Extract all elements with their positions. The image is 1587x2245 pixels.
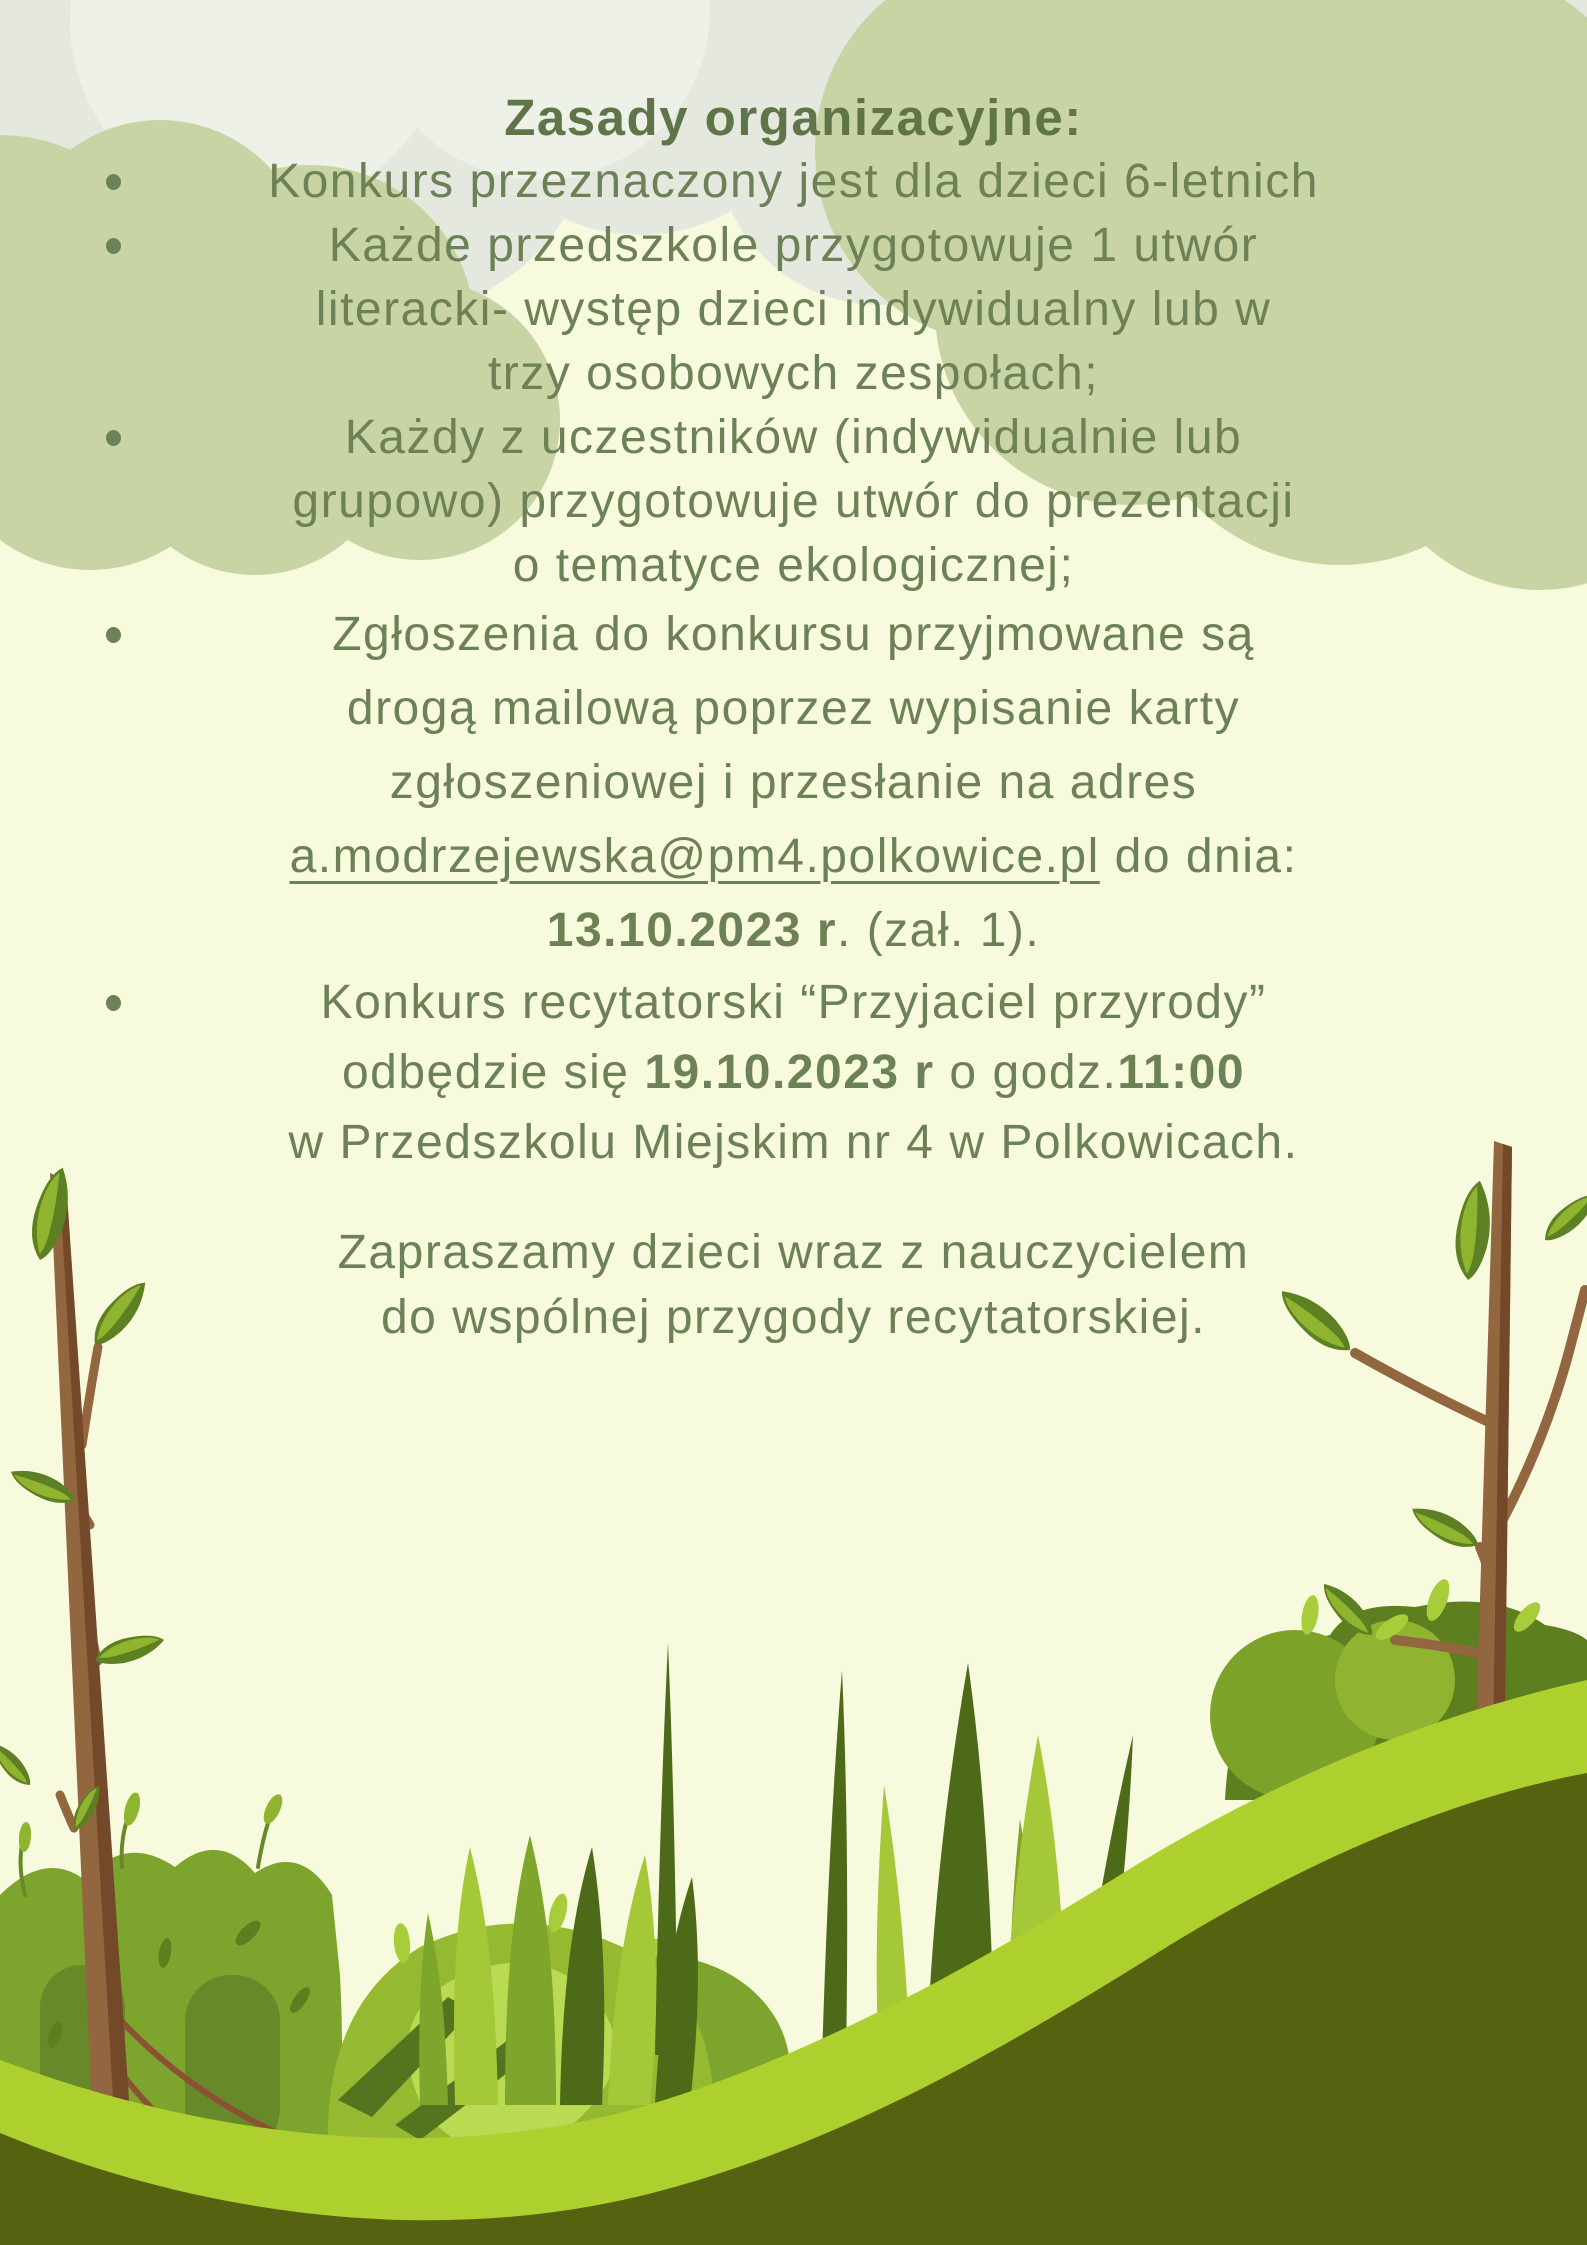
rule-line: w Przedszkolu Miejskim nr 4 w Polkowicach. xyxy=(288,1116,1299,1169)
rule-line: drogą mailową poprzez wypisanie karty xyxy=(346,682,1241,735)
bullet-dot xyxy=(106,430,121,446)
bullet-dot xyxy=(106,995,121,1011)
rule-item-1 xyxy=(0,150,1587,214)
rule-item-3 xyxy=(0,406,1587,598)
closing-line: Zapraszamy dzieci wraz z nauczycielem xyxy=(337,1226,1250,1279)
bullet-dot xyxy=(106,238,121,254)
rule-line: literacki- występ dzieci indywidualny lub w xyxy=(315,283,1272,336)
sprig-leaf xyxy=(121,1791,143,1827)
rules-list xyxy=(0,150,1587,1178)
deadline-date: 13.10.2023 r xyxy=(546,904,838,957)
rule-line xyxy=(0,894,1587,968)
sprig-stem xyxy=(258,1817,270,1867)
sprig-leaf xyxy=(260,1792,286,1827)
page-title: Zasady organizacyjne: xyxy=(504,89,1083,146)
leaf-dot xyxy=(1299,1594,1322,1636)
email-suffix: do dnia: xyxy=(1099,830,1298,883)
branch xyxy=(1355,1353,1495,1425)
branch xyxy=(82,1347,98,1445)
rule-line: Konkurs recytatorski “Przyjaciel przyrody” xyxy=(320,976,1267,1029)
rule-line: Każde przedszkole przygotowuje 1 utwór xyxy=(328,219,1259,272)
rule-line: Konkurs przeznaczony jest dla dzieci 6-letnich xyxy=(268,155,1319,208)
bullet-dot xyxy=(106,627,121,643)
bullet-dot xyxy=(106,174,121,190)
rule-item-4 xyxy=(0,598,1587,968)
rule-line: Zgłoszenia do konkursu przyjmowane są xyxy=(332,608,1255,661)
grass-blade xyxy=(454,1847,498,2105)
rule-item-5 xyxy=(0,968,1587,1178)
rule-line xyxy=(0,820,1587,894)
rule-line xyxy=(0,1038,1587,1108)
closing-invitation xyxy=(0,1220,1587,1350)
rule-line: Każdy z uczestników (indywidualnie lub xyxy=(344,411,1243,464)
grass-blade xyxy=(655,1643,678,2055)
email-link[interactable]: a.modrzejewska@pm4.polkowice.pl xyxy=(289,830,1100,883)
rule-line: trzy osobowych zespołach; xyxy=(487,347,1100,400)
rule-line: grupowo) przygotowuje utwór do prezentacji xyxy=(292,475,1295,528)
leaf xyxy=(0,1738,36,1792)
event-line-mid: o godz. xyxy=(934,1046,1118,1099)
rule-line: o tematyce ekologicznej; xyxy=(512,539,1075,592)
grass-blade xyxy=(822,1670,847,2060)
grass-blade xyxy=(505,1835,556,2105)
event-date: 19.10.2023 r xyxy=(644,1046,935,1099)
deadline-suffix: . (zał. 1). xyxy=(837,904,1041,957)
closing-line: do wspólnej przygody recytatorskiej. xyxy=(380,1291,1207,1344)
rule-line: zgłoszeniowej i przesłanie na adres xyxy=(389,756,1198,809)
event-time: 11:00 xyxy=(1117,1046,1246,1099)
event-line-pre: odbędzie się xyxy=(341,1046,645,1099)
branch xyxy=(60,1795,74,1828)
leaf xyxy=(92,1629,168,1670)
poster-text xyxy=(0,86,1587,1350)
rule-item-2 xyxy=(0,214,1587,406)
leaf xyxy=(1406,1498,1483,1557)
